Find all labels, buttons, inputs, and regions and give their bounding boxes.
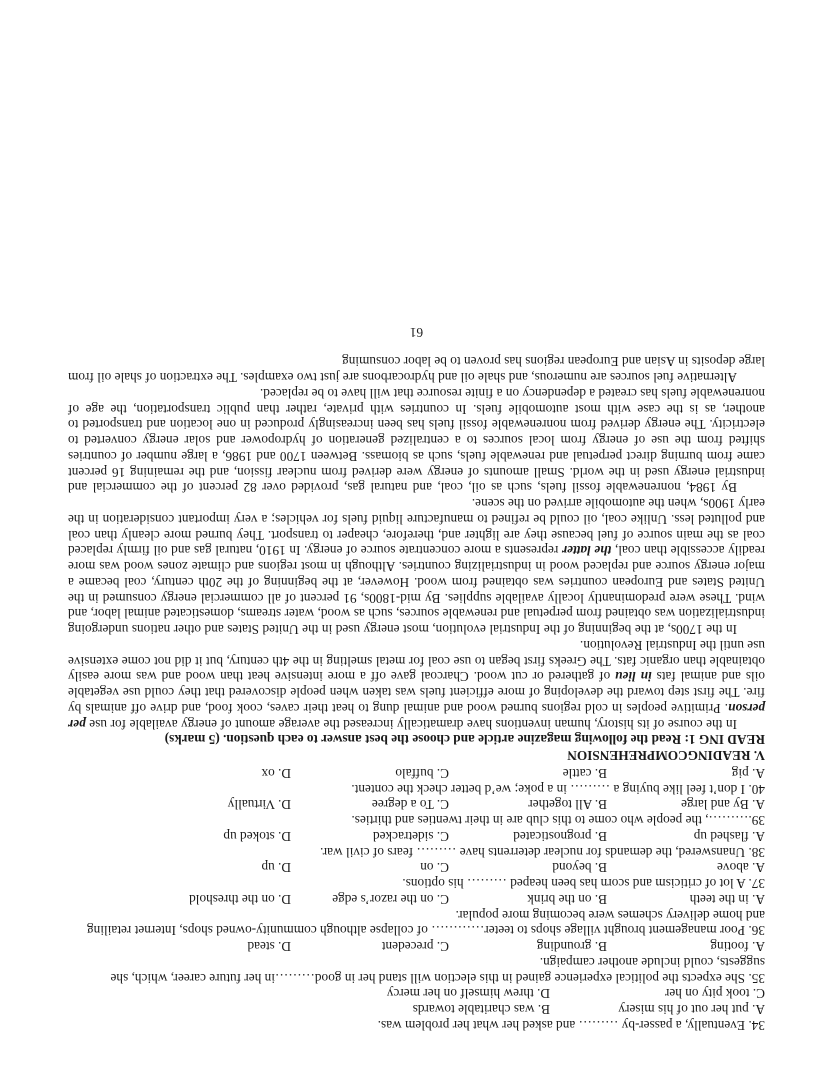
article-text: In the 1700s, at the beginning of the Industrial evolution, most energy used in the United States and other nations undergoing industrialization was obtained from perpetual and renewable sources, such as wood, water streams, domesticated animal labor, and wind. These were predominantly locally available supplies. By mid-1800s, 91 percent of all commercial energy consumed in the United States and European countries was obtained from wood. However, at the beginning of the 20th century, coal became a major energy source and replaced wood in industrializing countries. Although in most regions and climate zones wood was more readily accessible than coal, — [68, 543, 765, 638]
option: A. put her out of his misery — [618, 1002, 765, 1018]
article-text: . Primitive peoples in cold regions burned wood and animal dung to heat their caves, cook food, and drive off animals by fire. The first step toward the developing of more efficient fuels was taken when people discovered that they could use vegetable oils and animal fats — [68, 669, 765, 716]
question-stem: 34. Eventually, a passer-by ……… and asked her what her problem was. — [377, 1018, 765, 1033]
option: B. on the brink — [527, 892, 607, 907]
article-paragraph — [68, 637, 765, 732]
question-options — [68, 797, 765, 813]
article-text: In the course of its history, human inventions have dramatically increased the average amount of energy available for use — [85, 716, 737, 732]
option: C. buffalo — [395, 766, 449, 781]
option: D. up — [261, 860, 291, 876]
question-options — [68, 860, 765, 876]
option: C. on — [420, 860, 449, 876]
question-options — [68, 891, 765, 907]
emphasis-per-person: per person — [68, 701, 765, 732]
option: A. footing — [710, 939, 765, 955]
option: B. prognosticated — [513, 829, 607, 844]
question-stem: 39.………, the people who come to this club are in their twenties and thirties. — [351, 813, 765, 829]
article-paragraph: By 1984, nonrenewable fossil fuels, such as oil, coal, and natural gas, provided over 82 percent of the commercial and industrial energy used in the world. Small amounts of energy were derived from nuclear fission, and the remaining 16 percent came from burning direct perpetual and renewable fuels, such as biomass. Between 1700 and 1986, a large number of countries shifted from the use of energy from local sources to a centralized generation of hydropower and solar energy converted to electricity. The energy derived from nonrenewable fossil fuels has been increasingly produced in one location and transported to another, as is the case with most automobile fuels. In countries with private, rather than public transportation, the age of nonrenewable fuels has created a dependency on a finite resource that will have to be replaced. — [68, 386, 765, 496]
emphasis-the-latter: the latter — [561, 543, 612, 559]
question-stem: 38. Unanswered, the demands for nuclear deterrents have ……… fears of civil war. — [320, 844, 765, 860]
page-number: 61 — [409, 324, 424, 340]
article-paragraph: Alternative fuel sources are numerous, and shale oil and hydrocarbons are just two examples. The extraction of shale oil from large deposits in Asian and European regions has proven to be labor consuming — [68, 354, 765, 386]
option: C. precedent — [381, 939, 449, 955]
option: A. above — [717, 860, 765, 876]
option: D. on the threshold — [189, 892, 291, 907]
question-options — [68, 828, 765, 844]
option: D. stead — [247, 939, 291, 955]
option: A. pig — [731, 766, 765, 781]
article-text: represents a more concentrate source of energy. In 1910, natural gas and oil firmly replaced coal as the main source of fuel because they are lighter and, therefore, cheaper to transport. They burned more cleanly than coal and polluted less. Unlike coal, oil could be refined to manufacture liquid fuels for vehicles; a very important consideration in the early 1900s, when the automobile arrived on the scene. — [68, 496, 765, 559]
option: A. By and large — [681, 797, 765, 813]
option: C. sidetracked — [372, 829, 449, 844]
question-stem: 36. Poor management brought village shops to teeter………… of collapse although community-owned shops, Internet retailing and home delivery schemes were becoming more popular. — [87, 907, 765, 939]
option: C. on the razor’s edge — [332, 892, 449, 907]
reading-instructions: READ ING 1: Read the following magazine article and choose the best answer to each question. (5 marks) — [164, 732, 765, 748]
article-body — [68, 354, 765, 732]
option: B. beyond — [552, 860, 607, 876]
question-stem: 40. I don’t feel like buying a ……… in a poke; we’d better check the content. — [351, 781, 765, 797]
question-stem: 35. She expects the political experience gained in this election will stand her in good………in her future career, which, she suggests, could include another campaign. — [110, 955, 765, 986]
question-options — [68, 939, 765, 955]
option: A. in the teeth — [689, 892, 765, 907]
option: B. grounding — [536, 939, 607, 955]
question-options — [68, 765, 765, 781]
article-paragraph — [68, 496, 765, 638]
option: C. To a degree — [371, 797, 449, 813]
option: D. Virtually — [227, 797, 291, 813]
article-text: of gathered or cut wood. Charcoal gave off a more intensive heat than wood and was more easily obtainable than organic fats. The Greeks first began to use coal for metal smelting in the 4th century, but it did not come extensive use until the Industrial Revolution. — [68, 638, 765, 685]
option: B. cattle — [562, 766, 607, 781]
option: A. flashed up — [693, 829, 765, 844]
option: D. threw himself on her mercy — [386, 986, 550, 1002]
question-options — [68, 986, 765, 1018]
question-stem: 37. A lot of criticism and scorn has been heaped ……… his options. — [402, 876, 765, 892]
option: B. All together — [528, 797, 607, 813]
option: C. took pity on her — [664, 986, 765, 1002]
option: B. was charitable towards — [412, 1002, 550, 1018]
option: D. stoked up — [223, 829, 291, 844]
emphasis-in-lieu: in lieu — [615, 669, 652, 685]
section-title: V. READINGCOMPREHENSION — [567, 748, 765, 764]
question-list — [68, 765, 765, 1033]
option: D. ox — [261, 766, 291, 781]
